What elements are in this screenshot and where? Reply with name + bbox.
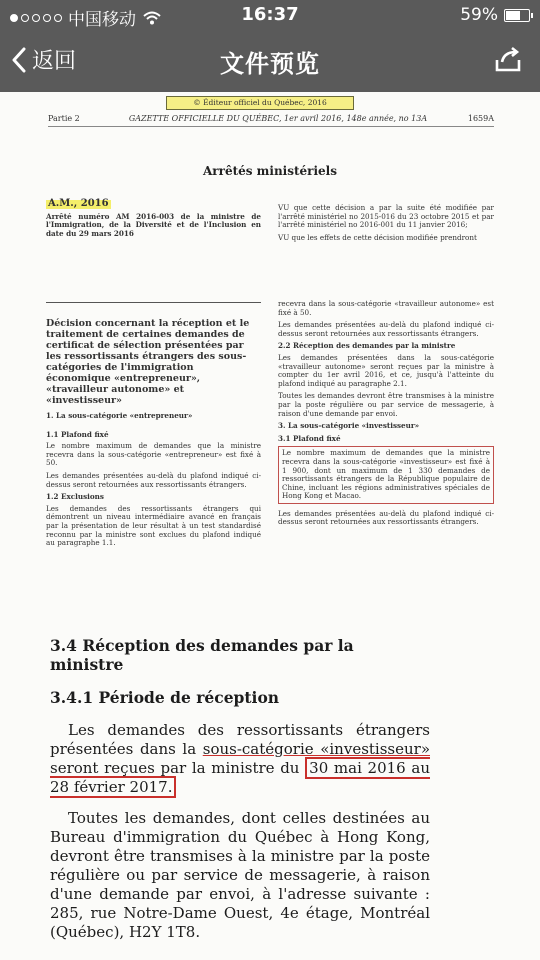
para-1-1b: Les demandes présentées au-delà du plafond indiqué ci-dessus seront retournées aux ressortissants étrangers. <box>46 470 261 489</box>
para-1-2: Les demandes des ressortissants étrangers qui démontrent un niveau intermédiaire avancé en français par la présentation de leur résultat à un test standardisé reconnu par la ministre sont exclues du plafond indiqué au paragraphe 1.1. <box>46 503 261 548</box>
header-center: GAZETTE OFFICIELLE DU QUÉBEC, 1er avril 2016, 148e année, no 13A <box>128 114 428 123</box>
share-button[interactable] <box>494 46 522 76</box>
right-column <box>278 300 494 531</box>
para-2-2: Les demandes présentées dans la sous-catégorie «travailleur autonome» seront reçues par la ministre à compter du 1er avril 2016, et ce, jusqu'à l'atteinte du plafond indiqué au paragraphe 2.1. <box>278 352 494 388</box>
heading-1-1: 1.1 Plafond fixé <box>46 429 109 439</box>
battery-icon <box>504 9 530 22</box>
heading-2-2: 2.2 Réception des demandes par la ministre <box>278 341 456 351</box>
share-icon <box>494 46 522 72</box>
clock: 16:37 <box>241 4 299 25</box>
carrier-name: 中国移动 <box>68 10 136 30</box>
left-column-top <box>46 200 261 242</box>
right-para-1: recevra dans la sous-catégorie «travailleur autonome» est fixé à 50. <box>278 299 494 317</box>
right-top-para-1: VU que cette décision a par la suite été modifiée par l'arrêté ministériel no 2015-016 du 23 octobre 2015 et par l'arrêté ministériel no 2016-001 du 11 janvier 2016; <box>278 203 494 230</box>
highlighted-quota-box <box>278 446 494 504</box>
header-right: 1659A <box>467 114 494 123</box>
gazette-header <box>48 114 494 127</box>
heading-1-2: 1.2 Exclusions <box>46 492 104 502</box>
zoom-p1-a: Les demandes des ressortissants étrangers présentées dans la <box>50 721 430 758</box>
heading-1: 1. La sous-catégorie «entrepreneur» <box>46 411 193 420</box>
am-subtitle: Arrêté numéro AM 2016-003 de la ministre de l'Immigration, de la Diversité et de l'Inclusion en date du 29 mars 2016 <box>46 211 261 238</box>
status-bar <box>0 0 540 30</box>
para-1-1: Le nombre maximum de demandes que la ministre recevra dans la sous-catégorie «entrepreneur» est fixé à 50. <box>46 441 261 468</box>
zoom-paragraph-1 <box>50 721 430 797</box>
battery-percent: 59% <box>460 5 498 25</box>
right-column-top <box>278 204 494 246</box>
decision-title: Décision concernant la réception et le traitement de certaines demandes de certificat de sélection présentées par les ressortissants étrangers des sous-catégories de l'immigration économique «entrepreneur», «travailleur autonome» et «investisseur» <box>46 318 250 406</box>
document-preview[interactable] <box>0 92 540 960</box>
para-3-1: Le nombre maximum de demandes que la ministre recevra dans la sous-catégorie «investisseur» est fixé à 1 900, dont un maximum de 1 330 demandes de ressortissants étrangers de la République populaire de Chine, incluant les régions administratives spéciales de Hong Kong et Macao. <box>282 448 490 501</box>
zoom-heading-3-4-1: 3.4.1 Période de réception <box>50 688 280 707</box>
am-tag: A.M., 2016 <box>48 198 109 209</box>
zoomed-section <box>50 636 430 942</box>
header-left: Partie 2 <box>48 114 80 123</box>
reception-date-range: 30 mai 2016 au 28 février 2017. <box>50 759 430 796</box>
para-2-2b: Toutes les demandes devront être transmises à la ministre par la poste régulière ou par service de messagerie, à raison d'une demande par envoi. <box>278 391 494 418</box>
para-3-1b: Les demandes présentées au-delà du plafond indiqué ci-dessus seront retournées aux ressortissants étrangers. <box>278 508 494 527</box>
zoom-p1-subcategory: sous-catégorie «investisseur» <box>202 740 430 758</box>
left-column <box>46 318 261 552</box>
heading-3: 3. La sous-catégorie «investisseur» <box>278 421 420 431</box>
zoom-p1-c: seront reçues par la ministre du <box>50 759 306 777</box>
back-label: 返回 <box>32 49 77 74</box>
nav-bar <box>0 30 540 92</box>
status-right <box>460 5 530 25</box>
copyright-banner: © Éditeur officiel du Québec, 2016 <box>166 96 354 110</box>
zoom-paragraph-2: Toutes les demandes, dont celles destinées au Bureau d'immigration du Québec à Hong Kong, devront être transmises à la ministre par la poste régulière ou par service de messagerie, à raison d'une demande par envoi, à l'adresse suivante : 285, rue Notre-Dame Ouest, 4e étage, Montréal (Québec), H2Y 1T8. <box>50 809 430 941</box>
right-top-para-2: VU que les effets de cette décision modifiée prendront <box>278 232 477 242</box>
zoom-heading-3-4: 3.4 Réception des demandes par la ministre <box>50 636 354 674</box>
heading-3-1: 3.1 Plafond fixé <box>278 433 341 443</box>
divider <box>46 302 261 303</box>
right-para-2: Les demandes présentées au-delà du plafond indiqué ci-dessus seront retournées aux ressortissants étrangers. <box>278 320 494 338</box>
section-title: Arrêtés ministériels <box>202 164 337 178</box>
page-title: 文件预览 <box>220 50 320 78</box>
